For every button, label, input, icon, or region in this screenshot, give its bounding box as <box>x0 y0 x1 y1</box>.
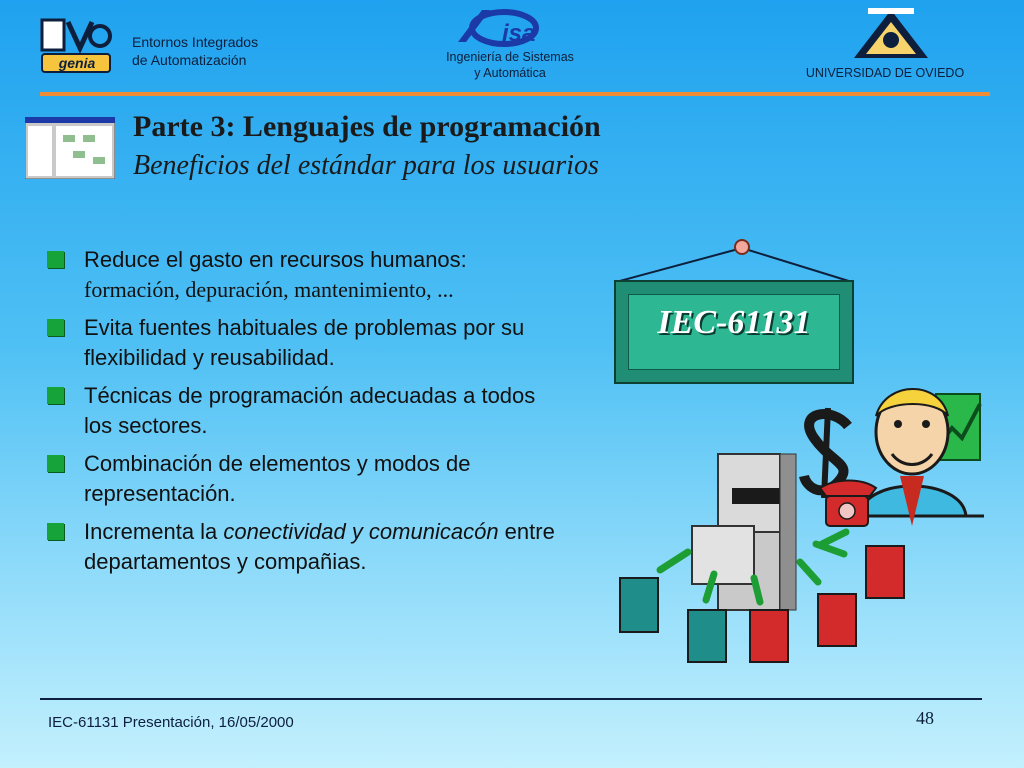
bullet-item <box>44 517 564 577</box>
header-left-line2: de Automatización <box>132 52 247 68</box>
bullet-text: Técnicas de programación adecuadas a todos los sectores. <box>84 383 536 438</box>
university-seal-icon <box>848 6 934 62</box>
header-center-line2: y Automática <box>474 66 546 80</box>
bullet-item <box>44 381 564 441</box>
header-right-text: UNIVERSIDAD DE OVIEDO <box>805 66 965 80</box>
bullet-item <box>44 245 564 305</box>
header-center-text <box>420 49 600 81</box>
bullet-text: Evita fuentes habituales de problemas por su flexibilidad y reusabilidad. <box>84 315 525 370</box>
bullet-item <box>44 449 564 509</box>
genia-logo <box>40 18 112 74</box>
genia-logo-text: genia <box>58 55 96 71</box>
bullet-text: Combinación de elementos y modos de representación. <box>84 451 471 506</box>
bullet-square-icon <box>47 251 64 268</box>
footer-text: IEC-61131 Presentación, 16/05/2000 <box>48 714 294 731</box>
screenshot-thumbnail-icon <box>25 117 115 179</box>
bullet-text-post: entre departamentos y compañias. <box>84 519 555 574</box>
header-center-line1: Ingeniería de Sistemas <box>446 50 574 64</box>
isa-logo-text: isa <box>502 20 536 47</box>
iec-sign-text: IEC-61131 <box>657 304 811 341</box>
bullet-text: Reduce el gasto en recursos humanos: <box>84 247 467 272</box>
bullet-subtext: formación, depuración, mantenimiento, ... <box>84 277 454 302</box>
page-number: 48 <box>916 708 934 728</box>
bullet-list <box>44 245 564 585</box>
bullet-square-icon <box>47 319 64 336</box>
bullet-item <box>44 313 564 373</box>
slide-subtitle: Beneficios del estándar para los usuarios <box>133 150 599 181</box>
header-left-text <box>132 33 258 69</box>
bullet-text-italic: conectividad y comunicacón <box>223 519 499 544</box>
telephone-icon <box>820 481 876 527</box>
bullet-square-icon <box>47 523 64 540</box>
bullet-square-icon <box>47 387 64 404</box>
slide-title: Parte 3: Lenguajes de programación <box>133 110 601 143</box>
business-illustration <box>600 376 1000 690</box>
iec-sign <box>614 280 854 384</box>
header-divider <box>40 92 990 96</box>
header-left-line1: Entornos Integrados <box>132 34 259 50</box>
bullet-text-pre: Incrementa la <box>84 519 224 544</box>
isa-logo <box>452 6 562 50</box>
footer-divider <box>40 698 982 700</box>
sign-hanger-icon <box>600 236 870 286</box>
bullet-square-icon <box>47 455 64 472</box>
